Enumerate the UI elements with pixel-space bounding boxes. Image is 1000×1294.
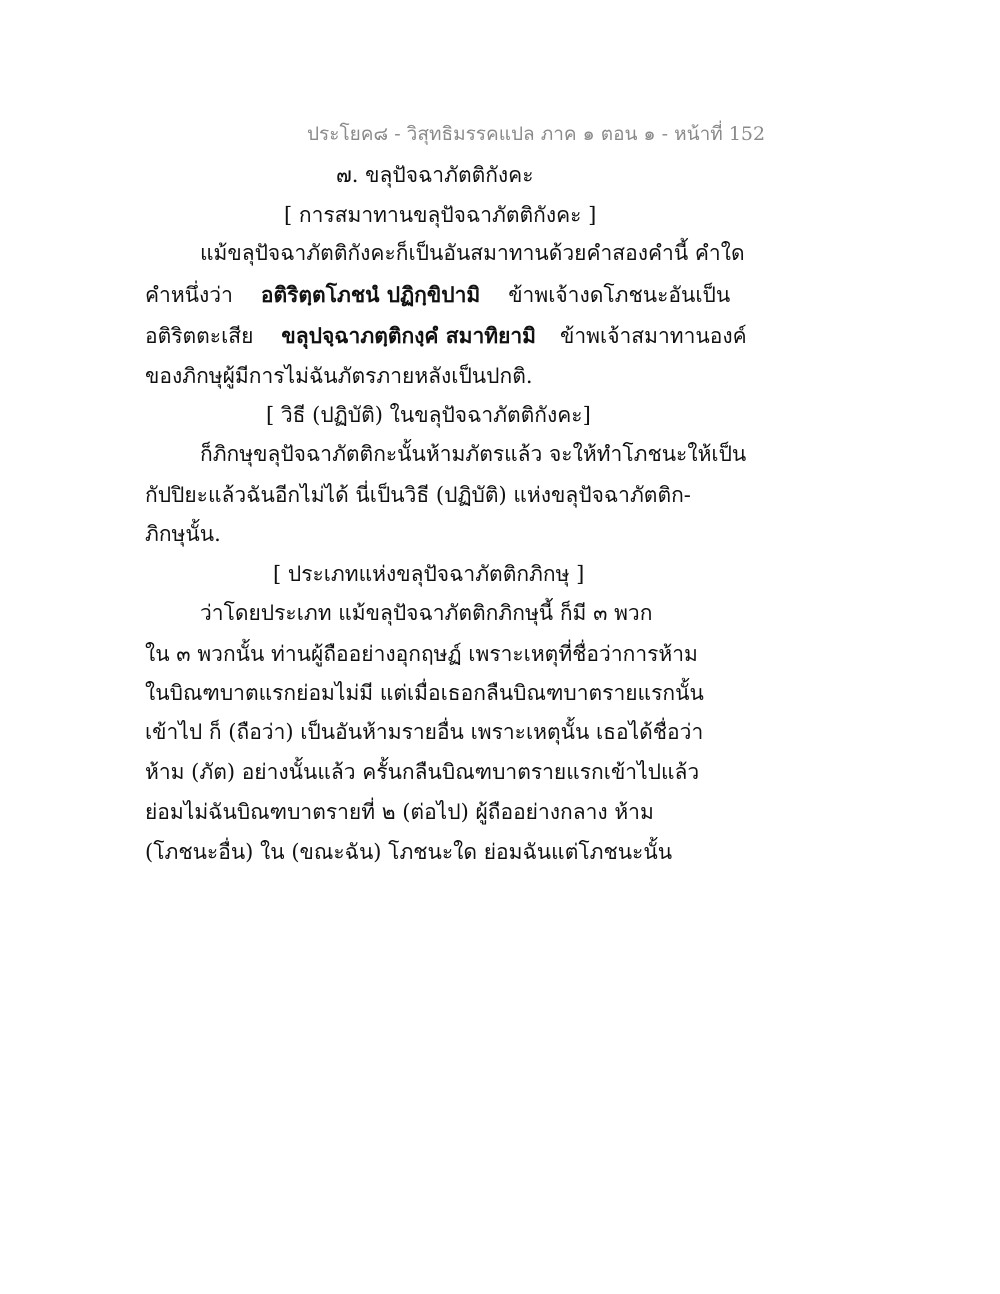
paragraph-3-line-1: ว่าโดยประเภท แม้ขลุปัจฉาภัตติกภิกษุนี้ ก็มี ๓ พวก (200, 601, 653, 625)
paragraph-1-line-2 (145, 281, 730, 309)
paragraph-3-line-7: (โภชนะอื่น) ใน (ขณะฉัน) โภชนะใด ย่อมฉันแต่โภชนะนั้น (145, 840, 673, 864)
text-segment: ข้าพเจ้าสมาทานองค์ (560, 324, 747, 348)
paragraph-3-line-2: ใน ๓ พวกนั้น ท่านผู้ถืออย่างอุกฤษฏ์ เพราะเหตุที่ชื่อว่าการห้าม (145, 642, 698, 666)
subheading-method: [ วิธี (ปฏิบัติ) ในขลุปัจฉาภัตติกังคะ] (266, 403, 591, 427)
paragraph-3-line-3: ในบิณฑบาตแรกย่อมไม่มี แต่เมื่อเธอกลืนบิณฑบาตรายแรกนั้น (145, 681, 704, 705)
running-header: ประโยค๘ - วิสุทธิมรรคแปล ภาค ๑ ตอน ๑ - หน้าที่ 152 (307, 123, 766, 145)
section-title: ๗. ขลุปัจฉาภัตติกังคะ (336, 163, 534, 187)
subheading-types: [ ประเภทแห่งขลุปัจฉาภัตติกภิกษุ ] (273, 562, 585, 586)
paragraph-1-line-4: ของภิกษุผู้มีการไม่ฉันภัตรภายหลังเป็นปกติ. (145, 364, 533, 388)
paragraph-3-line-4: เข้าไป ก็ (ถือว่า) เป็นอันห้ามรายอื่น เพราะเหตุนั้น เธอได้ชื่อว่า (145, 720, 704, 744)
pali-phrase: ขลุปจฺฉาภตฺติกงฺคํ สมาทิยามิ (281, 323, 537, 348)
subheading-undertaking: [ การสมาทานขลุปัจฉาภัตติกังคะ ] (284, 203, 597, 227)
paragraph-2-line-3: ภิกษุนั้น. (145, 522, 221, 546)
text-segment: ข้าพเจ้างดโภชนะอันเป็น (508, 283, 731, 307)
paragraph-1-line-3 (145, 322, 747, 350)
paragraph-3-line-5: ห้าม (ภัต) อย่างนั้นแล้ว ครั้นกลืนบิณฑบาตรายแรกเข้าไปแล้ว (145, 760, 700, 784)
paragraph-2-line-2: กัปปิยะแล้วฉันอีกไม่ได้ นี่เป็นวิธี (ปฏิบัติ) แห่งขลุปัจฉาภัตติก- (145, 483, 691, 507)
pali-phrase: อติริตฺตโภชนํ ปฏิกฺขิปามิ (260, 282, 481, 307)
paragraph-2-line-1: ก็ภิกษุขลุปัจฉาภัตติกะนั้นห้ามภัตรแล้ว จะให้ทำโภชนะให้เป็น (200, 442, 747, 466)
paragraph-3-line-6: ย่อมไม่ฉันบิณฑบาตรายที่ ๒ (ต่อไป) ผู้ถืออย่างกลาง ห้าม (145, 800, 654, 824)
text-segment: คำหนึ่งว่า (145, 283, 233, 307)
paragraph-1-line-1: แม้ขลุปัจฉาภัตติกังคะก็เป็นอันสมาทานด้วยคำสองคำนี้ คำใด (200, 241, 745, 265)
text-segment: อติริตตะเสีย (145, 324, 254, 348)
